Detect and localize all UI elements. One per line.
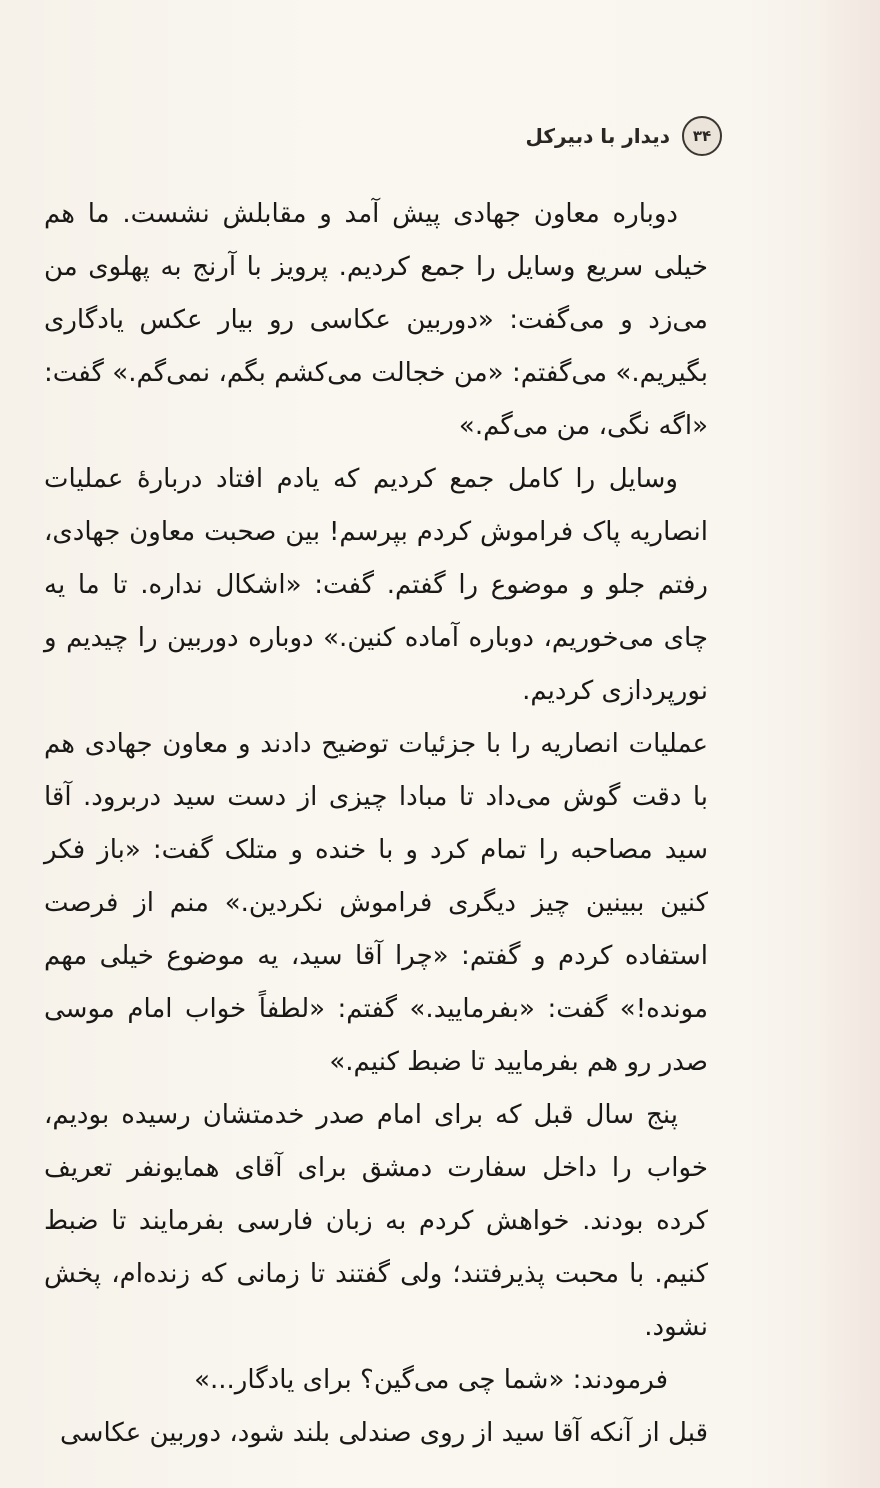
paragraph: دوباره معاون جهادی پیش آمد و مقابلش نشست. ما هم خیلی سریع وسایل را جمع کردیم. پرویز با آرنج به پهلوی من می‌زد و می‌گفت: «دوربین عکاسی رو بیار عکس یادگاری بگیریم.» می‌گفتم: «من خجالت می‌کشم بگم، نمی‌گم.» گفت: «اگه نگی، من می‌گم.» — [44, 199, 708, 441]
page-number-badge: ۳۴ — [682, 116, 722, 156]
paragraph: پنج سال قبل که برای امام صدر خدمتشان رسیده بودیم، خواب را داخل سفارت دمشق برای آقای همایونفر تعریف کرده بودند. خواهش کردم به زبان فارسی بفرمایند تا ضبط کنیم. با محبت پذیرفتند؛ ولی گفتند تا زمانی که زنده‌ام، پخش نشود. — [44, 1100, 708, 1342]
paragraph: عملیات انصاریه را با جزئیات توضیح دادند و معاون جهادی هم با دقت گوش می‌داد تا مبادا چیزی از دست سید دربرود. آقا سید مصاحبه را تمام کرد و با خنده و متلک گفت: «باز فکر کنین ببینین چیز دیگری فراموش نکردین.» منم از فرصت استفاده کردم و گفتم: «چرا آقا سید، یه موضوع خیلی مهم مونده!» گفت: «بفرمایید.» گفتم: «لطفاً خواب امام موسی صدر رو هم بفرمایید تا ضبط کنیم.» — [44, 729, 708, 1077]
running-title: دیدار با دبیرکل — [525, 124, 670, 148]
page-header — [525, 116, 722, 156]
body-text — [44, 188, 708, 1460]
paragraph: قبل از آنکه آقا سید از روی صندلی بلند شود، دوربین عکاسی — [59, 1418, 708, 1448]
paragraph: وسایل را کامل جمع کردیم که یادم افتاد دربارهٔ عملیات انصاریه پاک فراموش کردم بپرسم! بین صحبت معاون جهادی، رفتم جلو و موضوع را گفتم. گفت: «اشکال نداره. تا ما یه چای می‌خوریم، دوباره آماده کنین.» دوباره دوربین را چیدیم و نورپردازی کردیم. — [44, 464, 708, 706]
page-edge-shade — [820, 0, 880, 1488]
paragraph: فرمودند: «شما چی می‌گین؟ برای یادگار...» — [194, 1365, 668, 1395]
